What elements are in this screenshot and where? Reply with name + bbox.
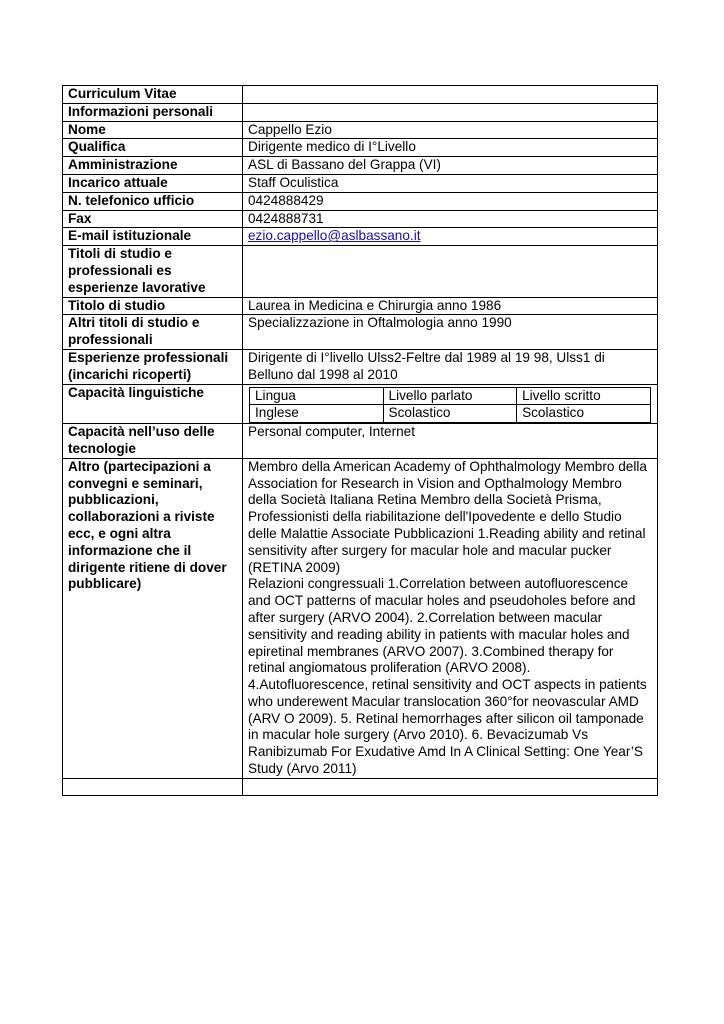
tecnologie-value: Personal computer, Internet (243, 424, 658, 459)
titolo-studio-value: Laurea in Medicina e Chirurgia anno 1986 (243, 297, 658, 315)
row-altro (63, 458, 658, 778)
email-label: E-mail istituzionale (63, 228, 243, 246)
row-esperienze (63, 349, 658, 384)
email-link[interactable]: ezio.cappello@aslbassano.it (248, 228, 421, 244)
fax-label: Fax (63, 210, 243, 228)
empty-last-label (63, 778, 243, 795)
row-titolo-studio (63, 297, 658, 315)
personal-empty-cell (243, 103, 658, 121)
email-cell (243, 228, 658, 246)
livello-scritto-header: Livello scritto (517, 387, 651, 405)
cv-table (62, 85, 658, 796)
incarico-value: Staff Oculistica (243, 174, 658, 192)
esperienze-label: Esperienze professionali (incarichi ricoperti) (63, 349, 243, 384)
esperienze-value: Dirigente di I°livello Ulss2-Feltre dal 1989 al 19 98, Ulss1 di Belluno dal 1998 al 2010 (243, 349, 658, 384)
livello-scritto-value: Scolastico (517, 405, 651, 423)
qualifica-value: Dirigente medico di I°Livello (243, 139, 658, 157)
altri-titoli-value: Specializzazione in Oftalmologia anno 1990 (243, 315, 658, 350)
personal-section-row (63, 103, 658, 121)
language-table (249, 387, 651, 424)
altro-value: Membro della American Academy of Ophthalmology Membro della Association for Research in Vision and Opthalmology Membro della Società Italiana Retina Membro della Società Prisma, Professionisti della riabilitazione dell'Ipovedente e dello Studio delle Malattie Associate Pubblicazioni 1.Reading ability and retinal sensitivity after surgery for macular hole and macular pucker (RETINA 2009) Relazioni congressuali 1.Correlation between autofluorescence and OCT patterns of macular holes and pseudoholes before and after surgery (ARVO 2004). 2.Correlation between macular sensitivity and reading ability in patients with macular holes and epiretinal membranes (ARVO 2007). 3.Combined therapy for retinal angiomatous proliferation (ARVO 2008). 4.Autofluorescence, retinal sensitivity and OCT aspects in patients who underewent Macular translocation 360°for neovascular AMD (ARV O 2009). 5. Retinal hemorrhages after silicon oil tamponade in macular hole surgery (Arvo 2010). 6. Bevacizumab Vs Ranibizumab For Exudative Amd In A Clinical Setting: One Year’S Study (Arvo 2011) (243, 458, 658, 778)
lingua-header: Lingua (250, 387, 384, 405)
telefono-label: N. telefonico ufficio (63, 192, 243, 210)
lingue-label: Capacità linguistiche (63, 384, 243, 424)
nome-value: Cappello Ezio (243, 121, 658, 139)
qualifica-label: Qualifica (63, 139, 243, 157)
titoli-empty-cell (243, 246, 658, 297)
row-nome (63, 121, 658, 139)
row-fax (63, 210, 658, 228)
lingua-value: Inglese (250, 405, 384, 423)
title-empty-cell (243, 86, 658, 104)
row-altri-titoli (63, 315, 658, 350)
row-telefono (63, 192, 658, 210)
row-incarico (63, 174, 658, 192)
livello-parlato-header: Livello parlato (383, 387, 517, 405)
empty-last-value (243, 778, 658, 795)
nome-label: Nome (63, 121, 243, 139)
language-row (250, 405, 651, 423)
lingue-cell (243, 384, 658, 424)
livello-parlato-value: Scolastico (383, 405, 517, 423)
row-email (63, 228, 658, 246)
cv-title: Curriculum Vitae (63, 86, 243, 104)
incarico-label: Incarico attuale (63, 174, 243, 192)
row-tecnologie (63, 424, 658, 459)
titoli-section-row (63, 246, 658, 297)
section-personal-heading: Informazioni personali (63, 103, 243, 121)
tecnologie-label: Capacità nell’uso delle tecnologie (63, 424, 243, 459)
fax-value: 0424888731 (243, 210, 658, 228)
altro-label: Altro (partecipazioni a convegni e seminari, pubblicazioni, collaborazioni a riviste ecc, e ogni altra informazione che il dirigente ritiene di dover pubblicare) (63, 458, 243, 778)
language-header-row (250, 387, 651, 405)
row-lingue (63, 384, 658, 424)
amministrazione-label: Amministrazione (63, 157, 243, 175)
empty-last-row (63, 778, 658, 795)
section-titoli-heading: Titoli di studio e professionali es esperienze lavorative (63, 246, 243, 297)
title-row (63, 86, 658, 104)
telefono-value: 0424888429 (243, 192, 658, 210)
amministrazione-value: ASL di Bassano del Grappa (VI) (243, 157, 658, 175)
row-qualifica (63, 139, 658, 157)
row-amministrazione (63, 157, 658, 175)
titolo-studio-label: Titolo di studio (63, 297, 243, 315)
altri-titoli-label: Altri titoli di studio e professionali (63, 315, 243, 350)
